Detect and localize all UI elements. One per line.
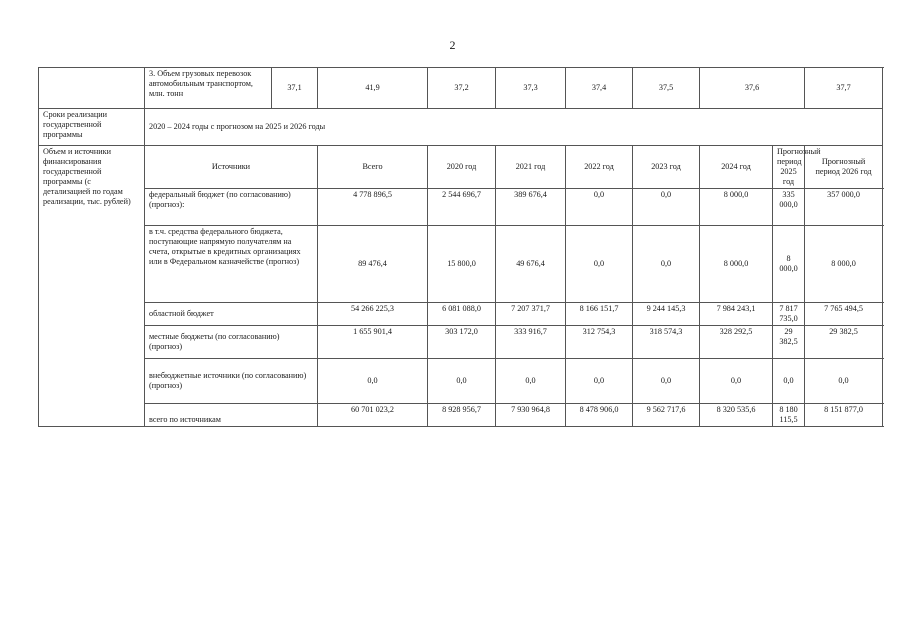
funding-value: 9 244 145,3	[633, 303, 700, 326]
funding-value: 0,0	[633, 226, 700, 303]
funding-value: 0,0	[633, 189, 700, 226]
funding-source: местные бюджеты (по согласованию) (прогноз)	[145, 326, 318, 359]
indicator-empty-cell	[39, 68, 145, 109]
funding-value: 29 382,5	[805, 326, 883, 359]
indicator-value: 37,5	[633, 68, 700, 109]
funding-source: в т.ч. средства федерального бюджета, поступающие напрямую получателям на счета, открытые в кредитных организациях или в Федеральном казначействе (прогноз)	[145, 226, 318, 303]
funding-value: 7 930 964,8	[496, 404, 566, 427]
funding-value: 8 000,0	[700, 226, 773, 303]
funding-value: 1 655 901,4	[318, 326, 428, 359]
indicator-row	[39, 68, 883, 109]
funding-value: 8 000,0	[773, 226, 805, 303]
indicator-value: 37,6	[700, 68, 805, 109]
funding-label: Объем и источники финансирования государственной программы (с детализацией по годам реализации, тыс. рублей)	[39, 146, 145, 427]
funding-value: 9 562 717,6	[633, 404, 700, 427]
funding-value: 15 800,0	[428, 226, 496, 303]
funding-value: 0,0	[700, 359, 773, 404]
header-2021: 2021 год	[496, 146, 566, 189]
funding-row	[39, 226, 883, 303]
funding-row	[39, 303, 883, 326]
funding-value: 328 292,5	[700, 326, 773, 359]
header-2023: 2023 год	[633, 146, 700, 189]
funding-value: 0,0	[566, 359, 633, 404]
terms-row	[39, 109, 883, 146]
header-sources: Источники	[145, 146, 318, 189]
funding-value: 89 476,4	[318, 226, 428, 303]
indicator-value: 37,4	[566, 68, 633, 109]
funding-value: 0,0	[773, 359, 805, 404]
header-2022: 2022 год	[566, 146, 633, 189]
funding-source: областной бюджет	[145, 303, 318, 326]
funding-row	[39, 189, 883, 226]
funding-value: 7 817 735,0	[773, 303, 805, 326]
funding-value: 0,0	[566, 189, 633, 226]
header-2025: Прогнозный период 2025 год	[773, 146, 805, 189]
funding-value: 60 701 023,2	[318, 404, 428, 427]
indicator-label: 3. Объем грузовых перевозок автомобильным транспортом, млн. тонн	[145, 68, 272, 109]
funding-value: 7 984 243,1	[700, 303, 773, 326]
terms-label: Сроки реализации государственной программы	[39, 109, 145, 146]
program-passport-table	[38, 67, 883, 427]
header-2020: 2020 год	[428, 146, 496, 189]
funding-source: федеральный бюджет (по согласованию) (прогноз):	[145, 189, 318, 226]
header-2026: Прогнозный период 2026 год	[805, 146, 883, 189]
header-2024: 2024 год	[700, 146, 773, 189]
funding-value: 0,0	[566, 226, 633, 303]
indicator-value: 37,2	[428, 68, 496, 109]
funding-value: 0,0	[633, 359, 700, 404]
funding-value: 389 676,4	[496, 189, 566, 226]
terms-value: 2020 – 2024 годы с прогнозом на 2025 и 2026 годы	[145, 109, 883, 146]
funding-value: 312 754,3	[566, 326, 633, 359]
funding-value: 0,0	[496, 359, 566, 404]
funding-value: 8 320 535,6	[700, 404, 773, 427]
funding-row	[39, 359, 883, 404]
indicator-value: 37,7	[805, 68, 883, 109]
header-total: Всего	[318, 146, 428, 189]
funding-value: 0,0	[318, 359, 428, 404]
funding-value: 8 478 906,0	[566, 404, 633, 427]
funding-value: 357 000,0	[805, 189, 883, 226]
funding-value: 8 000,0	[700, 189, 773, 226]
funding-total-row	[39, 404, 883, 427]
indicator-value: 37,1	[272, 68, 318, 109]
funding-header-row	[39, 146, 883, 189]
funding-value: 7 765 494,5	[805, 303, 883, 326]
funding-value: 54 266 225,3	[318, 303, 428, 326]
funding-value: 318 574,3	[633, 326, 700, 359]
funding-row	[39, 326, 883, 359]
funding-value: 333 916,7	[496, 326, 566, 359]
funding-value: 6 081 088,0	[428, 303, 496, 326]
funding-value: 0,0	[805, 359, 883, 404]
funding-value: 335 000,0	[773, 189, 805, 226]
funding-value: 303 172,0	[428, 326, 496, 359]
funding-value: 8 166 151,7	[566, 303, 633, 326]
funding-source: внебюджетные источники (по согласованию) (прогноз)	[145, 359, 318, 404]
funding-value: 4 778 896,5	[318, 189, 428, 226]
funding-value: 7 207 371,7	[496, 303, 566, 326]
funding-value: 29 382,5	[773, 326, 805, 359]
funding-source: всего по источникам	[145, 404, 318, 427]
indicator-value: 41,9	[318, 68, 428, 109]
funding-value: 8 000,0	[805, 226, 883, 303]
page-number: 2	[449, 38, 456, 52]
funding-value: 2 544 696,7	[428, 189, 496, 226]
funding-value: 8 180 115,5	[773, 404, 805, 427]
funding-value: 0,0	[428, 359, 496, 404]
funding-value: 8 151 877,0	[805, 404, 883, 427]
funding-value: 49 676,4	[496, 226, 566, 303]
funding-value: 8 928 956,7	[428, 404, 496, 427]
indicator-value: 37,3	[496, 68, 566, 109]
